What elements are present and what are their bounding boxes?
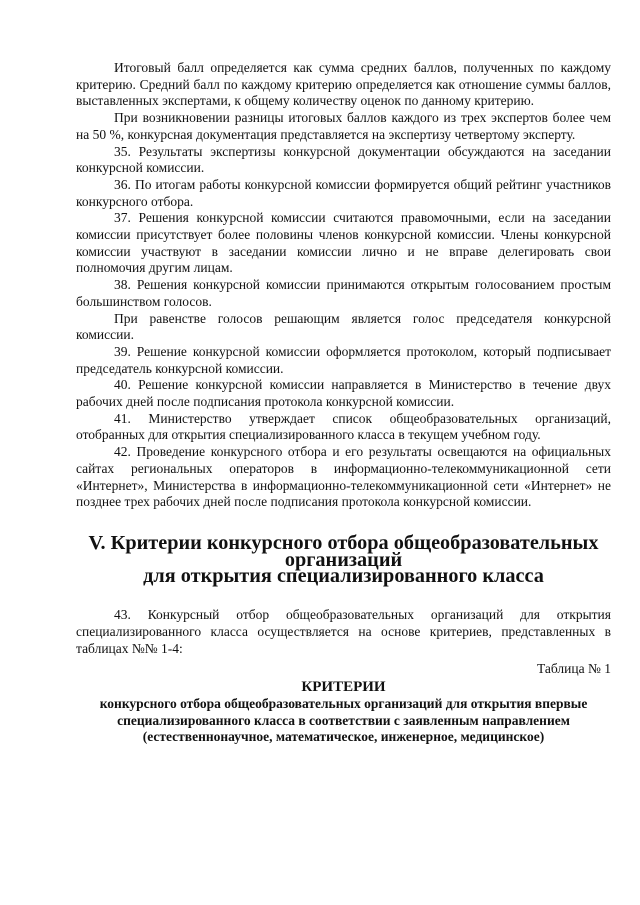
section-heading-line-2: для открытия специализированного класса	[143, 565, 544, 588]
criteria-subtitle: конкурсного отбора общеобразовательных организаций для открытия впервые специализированного класса в соответствии с заявленным направлением (естественнонаучное, математическое, инженерное, медицинское)	[99, 695, 588, 745]
table-label: Таблица № 1	[537, 661, 611, 677]
document-page	[76, 60, 611, 746]
paragraph-35: 35. Результаты экспертизы конкурсной документации обсуждаются на заседании конкурсной комиссии.	[76, 143, 611, 176]
paragraph-total-score: Итоговый балл определяется как сумма средних баллов, полученных по каждому критерию. Средний балл по каждому критерию определяется как отношение суммы баллов, выставленных экспертами, к общему количеству оценок по данному критерию.	[76, 60, 611, 109]
paragraph-36: 36. По итогам работы конкурсной комиссии формируется общий рейтинг участников конкурсного отбора.	[76, 176, 611, 209]
paragraph-41: 41. Министерство утверждает список общеобразовательных организаций, отобранных для открытия специализированного класса в текущем учебном году.	[76, 410, 611, 443]
section-heading-line-1: V. Критерии конкурсного отбора общеобразовательных организаций	[88, 531, 599, 571]
paragraph-fourth-expert: При возникновении разницы итоговых баллов каждого из трех экспертов более чем на 50 %, конкурсная документация представляется на экспертизу четвертому эксперту.	[76, 110, 611, 142]
paragraph-39: 39. Решение конкурсной комиссии оформляется протоколом, который подписывает председатель конкурсной комиссии.	[76, 343, 611, 376]
paragraph-40: 40. Решение конкурсной комиссии направляется в Министерство в течение двух рабочих дней после подписания протокола конкурсной комиссии.	[76, 377, 611, 410]
criteria-title: КРИТЕРИИ	[301, 678, 386, 695]
paragraph-tie-vote: При равенстве голосов решающим является голос председателя конкурсной комиссии.	[76, 310, 611, 343]
paragraph-43: 43. Конкурсный отбор общеобразовательных организаций для открытия специализированного класса осуществляется на основе критериев, представленных в таблицах №№ 1-4:	[76, 607, 611, 656]
section-heading	[76, 531, 611, 588]
paragraph-38: 38. Решения конкурсной комиссии принимаются открытым голосованием простым большинством голосов.	[76, 277, 611, 309]
paragraph-37: 37. Решения конкурсной комиссии считаются правомочными, если на заседании комиссии присутствует более половины членов конкурсной комиссии. Члены конкурсной комиссии участвуют в заседании комиссии лично и не вправе делегировать свои полномочия другим лицам.	[76, 210, 611, 276]
paragraph-42: 42. Проведение конкурсного отбора и его результаты освещаются на официальных сайтах региональных операторов в информационно-телекоммуникационной сети «Интернет», Министерства в информационно-телекоммуникационной сети «Интернет» не позднее трех рабочих дней после подписания протокола конкурсной комиссии.	[76, 444, 611, 510]
